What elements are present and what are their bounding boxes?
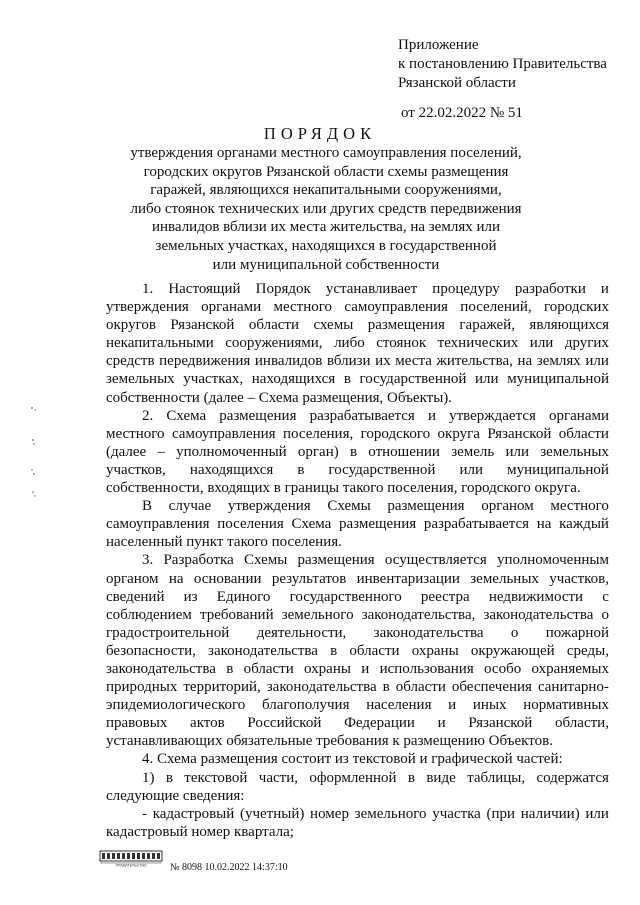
word: находящихся xyxy=(251,371,336,388)
word: местного xyxy=(550,498,609,515)
body-line xyxy=(106,570,609,588)
word: размещения xyxy=(387,498,465,515)
body-line-text: кадастровый номер квартала; xyxy=(106,823,294,840)
word: использования xyxy=(379,660,474,677)
word: местного xyxy=(106,425,165,442)
word: правовых xyxy=(106,715,168,732)
body-line xyxy=(106,660,609,678)
body-line xyxy=(106,425,609,443)
body-line xyxy=(106,352,609,370)
word: органом xyxy=(106,570,159,587)
word: и xyxy=(437,715,446,732)
word: виде xyxy=(426,769,456,786)
word: отношении xyxy=(368,443,440,460)
body-line xyxy=(106,407,609,425)
word: Российской xyxy=(247,715,322,732)
word: охраны xyxy=(411,642,459,659)
word: случае xyxy=(168,498,212,515)
body-line xyxy=(106,389,609,407)
word: на xyxy=(536,516,552,533)
word: осуществляется xyxy=(384,552,487,569)
word: земельного xyxy=(354,805,427,822)
word: части, xyxy=(258,769,298,786)
word: поселения xyxy=(217,516,284,533)
word: устанавливает xyxy=(325,281,418,297)
word: поселения, xyxy=(282,425,354,442)
word: окружающей xyxy=(470,642,555,659)
word: вблизи xyxy=(326,353,371,370)
word: - xyxy=(142,805,147,822)
word: Рязанской xyxy=(487,425,552,442)
body-line xyxy=(106,443,609,461)
word: уполномоченный xyxy=(176,443,287,460)
subtitle-line: земельных участках, находящихся в государственной xyxy=(155,237,497,254)
word: находящихся xyxy=(189,461,274,478)
word: иных xyxy=(472,697,507,714)
word: из xyxy=(183,588,198,605)
word: Схемы xyxy=(243,552,288,569)
word: земельных xyxy=(470,570,539,587)
word: о xyxy=(601,606,609,623)
word: территорий, xyxy=(183,679,261,696)
word: охраны xyxy=(304,660,351,677)
word: городского xyxy=(360,425,431,442)
body-line xyxy=(106,533,609,551)
body-line xyxy=(106,750,609,768)
word: разрабатывается xyxy=(309,407,415,424)
word: муниципальной xyxy=(507,461,609,478)
word: В xyxy=(142,498,153,515)
body-line xyxy=(106,606,609,624)
word: пожарной xyxy=(545,624,609,641)
appendix-line: к постановлению Правительства xyxy=(398,56,607,72)
subtitle-line: или муниципальной собственности xyxy=(212,256,440,273)
word: области xyxy=(243,660,294,677)
word: самоуправления xyxy=(344,299,448,316)
word: передвижения xyxy=(159,353,251,370)
word: либо xyxy=(334,335,365,352)
body-line xyxy=(106,787,609,805)
word: государственного xyxy=(289,588,402,605)
body-line xyxy=(106,551,609,569)
word: особо xyxy=(484,660,522,677)
word: деятельности, xyxy=(256,624,347,641)
word: Схемы xyxy=(327,498,371,515)
body-line xyxy=(106,370,609,388)
word: недвижимости xyxy=(488,588,584,605)
margin-scan-marks xyxy=(26,400,42,510)
appendix-line: Приложение xyxy=(398,37,479,53)
word: некапитальными xyxy=(106,335,214,352)
word: разрабатывается xyxy=(423,516,530,533)
word: или xyxy=(459,461,484,478)
word: Схема xyxy=(291,516,332,533)
word: в xyxy=(297,461,305,478)
word: 1) xyxy=(142,769,155,786)
word: Порядок xyxy=(255,281,311,297)
word: землях xyxy=(536,353,581,370)
word: уполномоченным xyxy=(496,552,609,569)
word: природных xyxy=(106,679,178,696)
word: в xyxy=(349,443,358,460)
word: являющихся xyxy=(529,317,609,334)
body-line xyxy=(106,461,609,479)
word: нормативных xyxy=(523,697,609,714)
word: других xyxy=(564,335,609,352)
stamp-caption: ПРАВИТЕЛЬСТВО xyxy=(115,863,147,867)
word: Рязанской xyxy=(468,715,533,732)
body-line-text: устанавливающих обязательные требования к размещению Объектов. xyxy=(106,733,553,750)
word: санитарно- xyxy=(537,679,609,696)
word: (далее xyxy=(106,443,147,460)
body-line xyxy=(106,678,609,696)
word: наличии) xyxy=(520,805,580,822)
word: разработки xyxy=(514,281,586,297)
word: или xyxy=(585,353,609,370)
word: населения xyxy=(366,697,432,714)
subtitle-line: утверждения органами местного самоуправления поселений, xyxy=(130,145,522,161)
body-line-text: 4. Схема размещения состоит из текстовой и графической частей: xyxy=(142,751,563,768)
subtitle-line: городских округов Рязанской области схемы размещения xyxy=(143,163,509,180)
word: средств xyxy=(106,353,155,370)
word: места xyxy=(395,353,432,370)
word: на xyxy=(168,570,184,587)
word: земель xyxy=(451,443,495,460)
word: в xyxy=(226,660,234,677)
word: области xyxy=(349,642,400,659)
word: размещения xyxy=(367,317,445,334)
body-line-text: населенный пункт такого поселения. xyxy=(106,534,342,551)
word: обеспечения xyxy=(451,679,532,696)
word: в xyxy=(343,371,351,388)
word: утверждения xyxy=(227,498,311,515)
body-line xyxy=(106,479,609,497)
word: номер xyxy=(310,805,349,822)
word: кадастровый xyxy=(152,805,235,822)
word: актов xyxy=(190,715,225,732)
word: процедуру xyxy=(432,281,500,297)
body-line xyxy=(106,732,609,750)
word: или xyxy=(505,443,530,460)
body-line xyxy=(106,769,609,787)
word: благополучия xyxy=(262,697,350,714)
word: оформленной xyxy=(309,769,397,786)
word: округа xyxy=(437,425,480,442)
word: в xyxy=(165,769,173,786)
word: на xyxy=(517,353,533,370)
word: (учетный) xyxy=(239,805,305,822)
word: участках, xyxy=(183,371,244,388)
word: законодательства xyxy=(208,642,318,659)
word: государственной xyxy=(359,371,467,388)
word: инвалидов xyxy=(254,353,323,370)
word: 1. xyxy=(142,281,154,297)
word: органом xyxy=(481,498,534,515)
word: земельного xyxy=(281,606,354,623)
subtitle-line: либо стоянок технических или других средств передвижения xyxy=(130,200,522,217)
body-line xyxy=(106,805,609,823)
word: содержатся xyxy=(536,769,609,786)
body-line xyxy=(106,823,609,841)
word: Единого xyxy=(216,588,271,605)
word: сведений xyxy=(106,588,165,605)
word: и xyxy=(600,281,609,297)
subtitle-line: гаражей, являющихся некапитальными сооружениями, xyxy=(150,182,502,199)
word: о xyxy=(510,624,519,641)
body-line xyxy=(106,696,609,714)
word: текстовой xyxy=(184,769,248,786)
appendix-block xyxy=(398,36,607,123)
word: Схема xyxy=(166,407,207,424)
word: 2. xyxy=(142,407,154,424)
word: среды, xyxy=(566,642,609,659)
body-line-text: собственности, входящих в границы такого поселения, городского округа. xyxy=(106,480,581,497)
word: схемы xyxy=(313,317,354,334)
word: участка xyxy=(432,805,481,822)
word: градостроительной xyxy=(106,624,230,641)
word: результатов xyxy=(271,570,347,587)
word: участков, xyxy=(106,461,166,478)
word: размещения xyxy=(219,407,297,424)
word: области xyxy=(558,425,609,442)
word: городских xyxy=(544,299,609,316)
word: в xyxy=(382,679,390,696)
word: законодательства xyxy=(373,624,484,641)
word: сооружениями, xyxy=(225,335,323,352)
body-line xyxy=(106,280,609,298)
word: участков, xyxy=(549,570,609,587)
word: земельных xyxy=(540,443,609,460)
appendix-line: Рязанской области xyxy=(398,75,516,91)
body-line xyxy=(106,588,609,606)
word: Рязанской xyxy=(170,317,235,334)
word: соблюдением xyxy=(106,606,192,623)
word: области, xyxy=(555,715,609,732)
word: орган) xyxy=(297,443,339,460)
word: земельных xyxy=(106,371,175,388)
word: в xyxy=(407,769,415,786)
word: государственной xyxy=(328,461,436,478)
word: законодательства xyxy=(483,606,594,623)
registration-stamp xyxy=(99,849,163,867)
word: инвентаризации xyxy=(356,570,460,587)
body-line xyxy=(106,334,609,352)
word: требований xyxy=(199,606,274,623)
word: самоуправления xyxy=(171,425,276,442)
word: Настоящий xyxy=(168,281,241,297)
document-subtitle xyxy=(100,144,552,274)
document-title: ПОРЯДОК xyxy=(263,124,377,143)
word: или xyxy=(585,805,609,822)
word: и xyxy=(361,660,370,677)
body-line xyxy=(106,515,609,533)
body-line xyxy=(106,316,609,334)
word: безопасности, xyxy=(106,642,196,659)
body-line xyxy=(106,714,609,732)
word: гаражей, xyxy=(459,317,515,334)
decree-date: от 22.02.2022 № 51 xyxy=(401,105,523,121)
word: округов xyxy=(106,317,156,334)
body-line-text: собственности (далее – Схема размещения, Объекты). xyxy=(106,389,453,406)
word: или xyxy=(529,335,554,352)
word: с xyxy=(602,588,609,605)
word: размещения xyxy=(297,552,375,569)
word: органами xyxy=(201,299,262,316)
word: законодательства, xyxy=(361,606,476,623)
body-line xyxy=(106,497,609,515)
word: – xyxy=(157,443,165,460)
word: утверждается xyxy=(449,407,536,424)
word: поселений, xyxy=(460,299,532,316)
word: стоянок xyxy=(376,335,427,352)
word: их xyxy=(375,353,391,370)
word: утверждения xyxy=(106,299,189,316)
word: области xyxy=(395,679,446,696)
word: каждый xyxy=(559,516,609,533)
word: законодательства xyxy=(106,660,216,677)
word: Федерации xyxy=(344,715,415,732)
document-body xyxy=(106,280,609,841)
document-registration-id: № 8098 10.02.2022 14:37:10 xyxy=(170,862,288,873)
word: жительства, xyxy=(436,353,513,370)
word: основании xyxy=(193,570,262,587)
word: 3. xyxy=(142,552,154,569)
word: таблицы, xyxy=(467,769,526,786)
body-line xyxy=(106,298,609,316)
word: Разработка xyxy=(163,552,234,569)
body-line xyxy=(106,624,609,642)
subtitle-line: инвалидов вблизи их места жительства, на землях или xyxy=(151,219,501,236)
word: органами xyxy=(548,407,609,424)
word: в xyxy=(330,642,338,659)
word: муниципальной xyxy=(507,371,609,388)
body-line-text: следующие сведения: xyxy=(106,787,245,804)
word: и xyxy=(448,697,457,714)
word: самоуправления xyxy=(106,516,210,533)
word: или xyxy=(475,371,499,388)
word: местного xyxy=(273,299,333,316)
word: размещения xyxy=(338,516,417,533)
word: (при xyxy=(486,805,516,822)
word: эпидемиологического xyxy=(106,697,246,714)
word: законодательства xyxy=(266,679,377,696)
word: охраняемых xyxy=(531,660,609,677)
word: и xyxy=(427,407,436,424)
word: технических xyxy=(437,335,519,352)
word: области xyxy=(248,317,300,334)
word: реестра xyxy=(420,588,470,605)
body-line xyxy=(106,642,609,660)
